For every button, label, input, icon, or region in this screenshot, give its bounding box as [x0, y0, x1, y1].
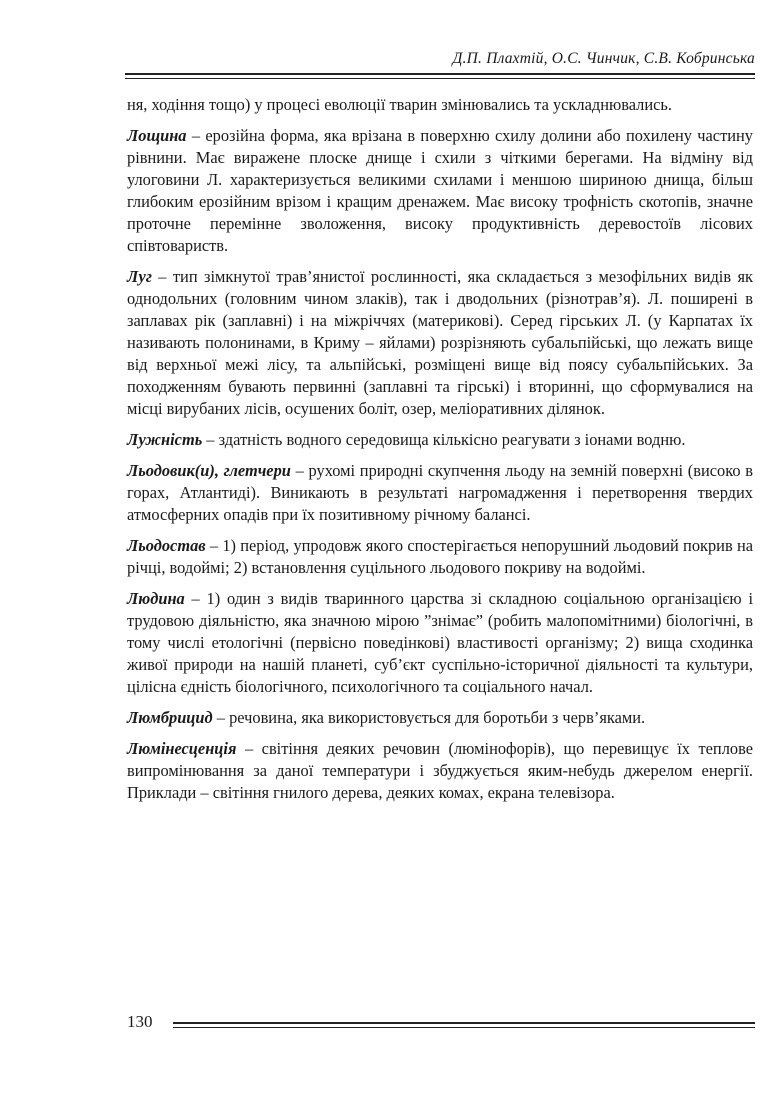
- entry-term: Люмбрицид: [127, 708, 213, 727]
- entry-text: – рухомі природні скупчення льоду на земній поверхні (високо в горах, Атлантиді). Виникають в результаті нагромадження і перетворення твердих атмосферних опадів при їх позитивному річному балансі.: [127, 461, 754, 524]
- entry-term: Лужність: [127, 430, 203, 449]
- entry-term: Льодовик(и), глетчери: [127, 461, 291, 480]
- running-header: Д.П. Плахтій, О.С. Чинчик, С.В. Кобринська: [452, 50, 755, 67]
- entry-lodostav: [127, 535, 753, 579]
- footer-rule: [173, 1022, 755, 1024]
- entry-text: – здатність водного середовища кількісно реагувати з іонами водню.: [202, 430, 686, 449]
- entry-text: – 1) один з видів тваринного царства зі складною соціальною організацією і трудовою діяльністю, яка значною мірою ”знімає” (робить малопомітними) біологічні, в тому числі етологічні (первісно поведінкові) властивості організму; 2) вища сходинка живої природи на нашій планеті, суб’єкт суспільно-історичної діяльності та культури, цілісна єдність біологічного, психологічного та соціального начал.: [127, 589, 753, 696]
- page-body: [127, 94, 753, 813]
- entry-text: – тип зімкнутої трав’янистої рослинності, яка складається з мезофільних видів як однодольних (головним чином злаків), так і дводольних (різнотрав’я). Л. поширені в заплавах рік (заплавні) і на міжріччях (материкові). Серед гірських Л. (у Карпатах їх називають полонинами, в Криму – яйлами) розрізняють субальпійські, що лежать вище від верхньої межі лісу, та альпійські, розміщені вище від поясу субальпійських. За походженням бувають первинні (заплавні та гірські) і вторинні, що сформувалися на місці вирубаних лісів, осушених боліт, озер, меліоративних ділянок.: [127, 267, 753, 418]
- entry-loshchyna: [127, 125, 753, 257]
- entry-text: ня, ходіння тощо) у процесі еволюції тварин змінювались та ускладнювались.: [127, 95, 672, 114]
- entry-text: – ерозійна форма, яка врізана в поверхню схилу долини або похилену частину рівнини. Має виражене плоске днище і схили з чіткими берегами. На відміну від улоговини Л. характеризується великими схилами і меншою шириною днища, більш глибоким ерозійним врізом і кращим дренажем. Має високу трофність скотопів, значне проточне перемінне зволоження, високу продуктивність деревостоїв лісових співтовариств.: [127, 126, 753, 255]
- entry-term: Людина: [127, 589, 185, 608]
- header-rule: [125, 73, 755, 75]
- entry-text: – світіння деяких речовин (люмінофорів), що перевищує їх теплове випромінювання за даної температури і збуджується яким-небудь джерелом енергії. Приклади – світіння гнилого дерева, деяких комах, екрана телевізора.: [127, 739, 753, 802]
- footer-rule-thin: [173, 1027, 755, 1028]
- entry-term: Лощина: [127, 126, 187, 145]
- entry-term: Люмінесценція: [127, 739, 237, 758]
- page-number: 130: [127, 1012, 153, 1031]
- entry-term: Льодостав: [127, 536, 206, 555]
- entry-luh: [127, 266, 753, 420]
- entry-term: Луг: [127, 267, 152, 286]
- entry-lyumbrytsyd: [127, 707, 753, 729]
- entry-continuation: [127, 94, 753, 116]
- header-rule-thin: [125, 78, 755, 79]
- entry-lyuminestsentsiya: [127, 738, 753, 804]
- entry-lyudyna: [127, 588, 753, 698]
- entry-luzhnist: [127, 429, 753, 451]
- entry-text: – 1) період, упродовж якого спостерігається непорушний льодовий покрив на річці, водоймі; 2) встановлення суцільного льодового покриву на водоймі.: [127, 536, 753, 577]
- entry-text: – речовина, яка використовується для боротьби з черв’яками.: [212, 708, 646, 727]
- entry-lodovyk: [127, 460, 753, 526]
